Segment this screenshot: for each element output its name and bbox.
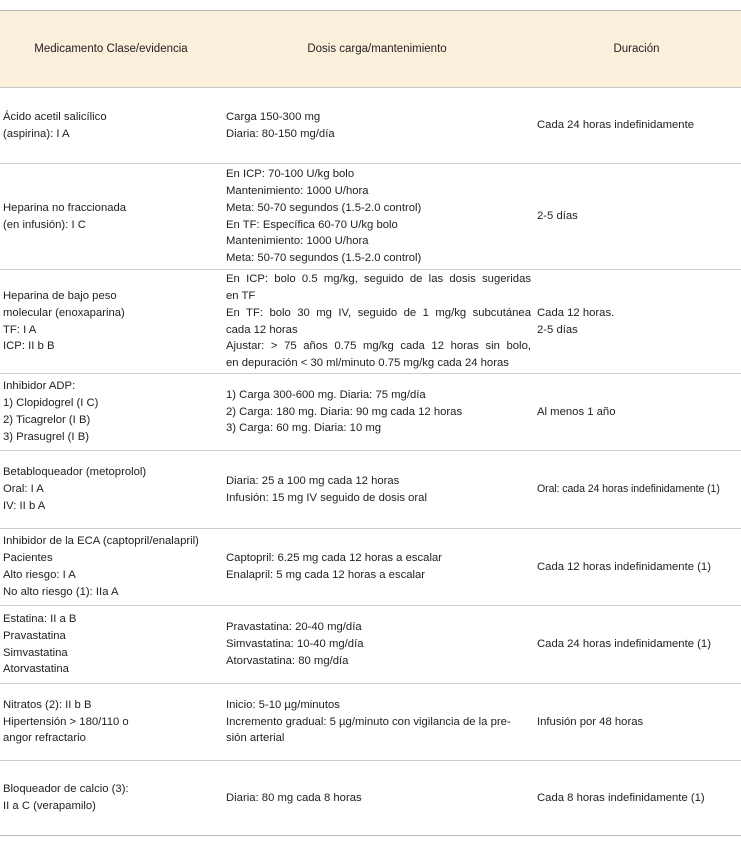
drug-line: Nitratos (2): II b B <box>3 698 92 711</box>
dose-line: 2) Carga: 180 mg. Diaria: 90 mg cada 12 horas <box>226 405 463 418</box>
dose-line: 1) Carga 300-600 mg. Diaria: 75 mg/día <box>226 388 426 401</box>
duration-line: Cada 8 horas indefinidamente (1) <box>537 791 705 804</box>
drug-line: Heparina no fraccionada <box>3 201 127 214</box>
dose-cell <box>226 374 537 450</box>
drug-line: ICP: II b B <box>3 340 55 353</box>
dose-line: Ajustar: > 75 años 0.75 mg/kg cada 12 horas sin bolo, <box>226 340 531 353</box>
drug-line: Atorvastatina <box>3 663 69 676</box>
table-row <box>0 761 741 835</box>
drug-cell <box>0 684 226 760</box>
table-row <box>0 606 741 684</box>
duration-line: 2-5 días <box>537 323 578 336</box>
drug-line: TF: I A <box>3 323 37 336</box>
drug-cell <box>0 451 226 528</box>
drug-line: Ácido acetil salicílico <box>3 110 107 123</box>
drug-cell <box>0 164 226 269</box>
drug-line: Betabloqueador (metoprolol) <box>3 466 147 479</box>
drug-line: Inhibidor ADP: <box>3 380 76 393</box>
dose-line: En ICP: bolo 0.5 mg/kg, seguido de las dosis sugeridas <box>226 272 531 285</box>
drug-cell <box>0 606 226 683</box>
drug-line: IV: II b A <box>3 499 46 512</box>
dose-line: Captopril: 6.25 mg cada 12 horas a escalar <box>226 552 443 565</box>
dose-line: Infusión: 15 mg IV seguido de dosis oral <box>226 491 427 504</box>
duration-line: Cada 12 horas indefinidamente (1) <box>537 560 711 573</box>
dose-line: sión arterial <box>226 732 285 745</box>
drug-line: II a C (verapamilo) <box>3 800 96 812</box>
duration-line: Cada 12 horas. <box>537 306 615 319</box>
dose-line: Diaria: 80 mg cada 8 horas <box>226 791 362 804</box>
drug-line: Pravastatina <box>3 629 66 642</box>
table-row <box>0 684 741 761</box>
duration-cell <box>537 761 741 835</box>
dose-line: Incremento gradual: 5 µg/minuto con vigilancia de la pre- <box>226 715 511 728</box>
drug-line: Heparina de bajo peso <box>3 289 117 302</box>
dose-line: Carga 150-300 mg <box>226 110 321 123</box>
table-row <box>0 270 741 374</box>
drug-line: Inhibidor de la ECA (captopril/enalapril) <box>3 535 199 548</box>
table-row <box>0 374 741 451</box>
dose-cell <box>226 761 537 835</box>
dose-line: Mantenimiento: 1000 U/hora <box>226 184 369 197</box>
duration-cell <box>537 270 741 373</box>
dose-line: Mantenimiento: 1000 U/hora <box>226 235 369 248</box>
drug-line: 2) Ticagrelor (I B) <box>3 414 91 426</box>
dose-line: Meta: 50-70 segundos (1.5-2.0 control) <box>226 201 422 214</box>
drug-line: (en infusión): I C <box>3 218 86 231</box>
dose-line: En ICP: 70-100 U/kg bolo <box>226 167 355 180</box>
duration-line: Al menos 1 año <box>537 405 616 418</box>
table-row <box>0 529 741 606</box>
duration-line: 2-5 días <box>537 210 578 223</box>
header-dose: Dosis carga/mantenimiento <box>307 43 447 55</box>
table-row <box>0 164 741 270</box>
duration-cell <box>537 684 741 760</box>
drug-line: Oral: I A <box>3 483 44 496</box>
duration-cell <box>537 606 741 683</box>
drug-line: Alto riesgo: I A <box>3 569 76 581</box>
table-row <box>0 451 741 529</box>
dose-line: Inicio: 5-10 µg/minutos <box>226 698 340 711</box>
medication-table <box>0 10 741 836</box>
dose-line: en depuración < 30 ml/minuto 0.75 mg/kg cada 24 horas <box>226 357 509 370</box>
drug-line: Estatina: II a B <box>3 612 77 625</box>
duration-line: Oral: cada 24 horas indefinidamente (1) <box>537 483 720 496</box>
table-header <box>0 11 741 88</box>
dose-line: cada 12 horas <box>226 323 298 336</box>
drug-line: molecular (enoxaparina) <box>3 306 125 319</box>
dose-line: Meta: 50-70 segundos (1.5-2.0 control) <box>226 252 422 265</box>
dose-line: En TF: Específica 60-70 U/kg bolo <box>226 218 398 231</box>
dose-line: En TF: bolo 30 mg IV, seguido de 1 mg/kg subcutánea <box>226 306 531 319</box>
duration-cell <box>537 88 741 163</box>
drug-line: Bloqueador de calcio (3): <box>3 783 129 796</box>
drug-cell <box>0 270 226 373</box>
drug-line: Simvastatina <box>3 646 68 659</box>
dose-line: Diaria: 25 a 100 mg cada 12 horas <box>226 474 400 487</box>
dose-cell <box>226 684 537 760</box>
duration-cell <box>537 164 741 269</box>
header-duration: Duración <box>613 43 660 55</box>
drug-line: 3) Prasugrel (I B) <box>3 430 90 443</box>
duration-cell <box>537 451 741 528</box>
duration-line: Infusión por 48 horas <box>537 715 644 728</box>
drug-cell <box>0 529 226 605</box>
drug-cell <box>0 761 226 835</box>
table-row <box>0 88 741 164</box>
duration-line: Cada 24 horas indefinidamente <box>537 119 695 132</box>
dose-cell <box>226 451 537 528</box>
dose-line: Enalapril: 5 mg cada 12 horas a escalar <box>226 569 426 581</box>
dose-line: Diaria: 80-150 mg/día <box>226 127 335 140</box>
drug-line: angor refractario <box>3 732 86 745</box>
drug-cell <box>0 374 226 450</box>
drug-line: 1) Clopidogrel (I C) <box>3 397 99 410</box>
drug-line: No alto riesgo (1): IIa A <box>3 585 119 598</box>
drug-line: Hipertensión > 180/110 o <box>3 715 129 728</box>
dose-cell <box>226 270 537 373</box>
drug-line: Pacientes <box>3 552 53 565</box>
dose-line: Atorvastatina: 80 mg/día <box>226 654 349 667</box>
dose-line: 3) Carga: 60 mg. Diaria: 10 mg <box>226 422 382 435</box>
dose-cell <box>226 88 537 163</box>
dose-cell <box>226 529 537 605</box>
dose-line: en TF <box>226 289 256 302</box>
drug-cell <box>0 88 226 163</box>
dose-cell <box>226 606 537 683</box>
duration-cell <box>537 529 741 605</box>
header-drug-class: Medicamento Clase/evidencia <box>34 43 188 55</box>
dose-cell <box>226 164 537 269</box>
drug-line: (aspirina): I A <box>3 127 70 140</box>
duration-cell <box>537 374 741 450</box>
dose-line: Simvastatina: 10-40 mg/día <box>226 638 364 651</box>
dose-line: Pravastatina: 20-40 mg/día <box>226 621 362 634</box>
duration-line: Cada 24 horas indefinidamente (1) <box>537 638 711 651</box>
